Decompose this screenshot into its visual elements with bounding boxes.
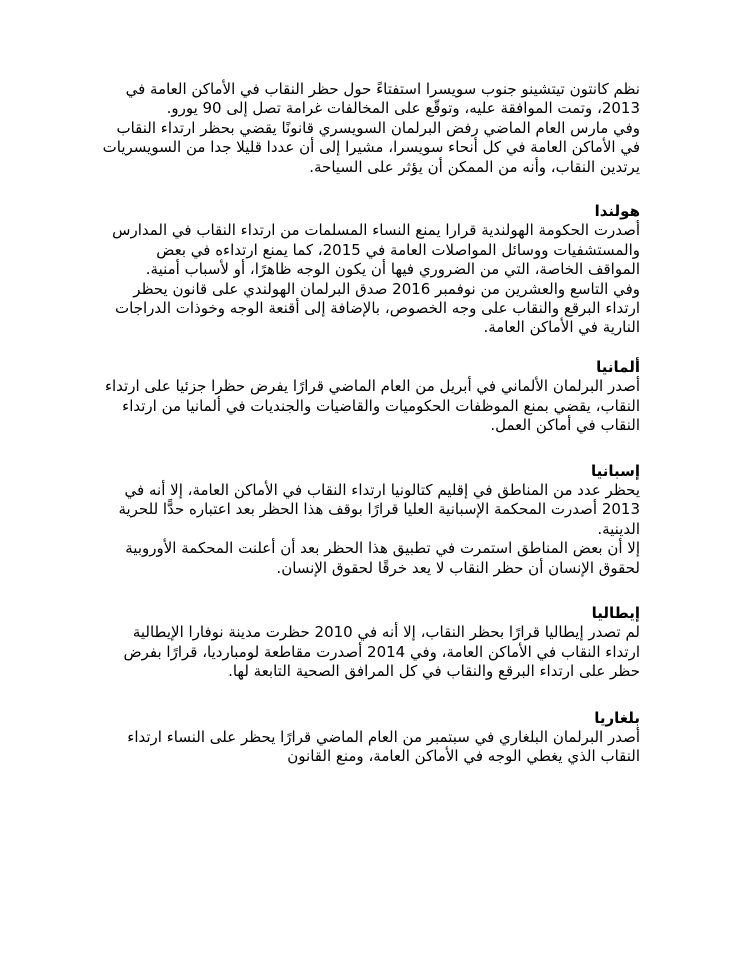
section-germany <box>100 358 640 436</box>
article-body <box>100 80 640 767</box>
paragraph: يحظر عدد من المناطق في إقليم كتالونيا ارتداء النقاب في الأماكن العامة، إلا أنه في 2013 أصدرت المحكمة الإسبانية العليا قرارًا بوقف هذا الحظر بعد اعتباره حدًّا للحرية الدينية. <box>118 480 640 538</box>
section-heading: إيطاليا <box>591 603 640 622</box>
paragraph: أصدر البرلمان الألماني في أبريل من العام الماضي قرارًا يفرض حظرا جزئيا على ارتداء النقاب، يقضي بمنع الموظفات الحكوميات والقاضيات والجنديات في ألمانيا من ارتداء النقاب في أماكن العمل. <box>104 377 640 435</box>
paragraph: أصدرت الحكومة الهولندية قرارا يمنع النساء المسلمات من ارتداء النقاب في المدارس والمستشفيات ووسائل المواصلات العامة في 2015، كما يمنع ارتداءه في بعض المواقف الخاصة، التي من الضروري فيها أن يكون الوجه ظاهرًا، أو لأسباب أمنية. <box>112 221 640 279</box>
paragraph: نظم كانتون تيتشينو جنوب سويسرا استفتاءً حول حظر النقاب في الأماكن العامة في 2013، وتمت الموافقة عليه، وتوقّع على المخالفات غرامة تصل إلى 90 يورو. <box>125 80 640 118</box>
section-italy <box>100 604 640 682</box>
paragraph: إلا أن بعض المناطق استمرت في تطبيق هذا الحظر بعد أن أعلنت المحكمة الأوروبية لحقوق الإنسان أن حظر النقاب لا يعد خرقًا لحقوق الإنسان. <box>125 539 640 577</box>
section-netherlands <box>100 202 640 338</box>
section-heading: هولندا <box>594 202 640 221</box>
section-bulgaria <box>100 709 640 767</box>
section-spain <box>100 462 640 578</box>
paragraph: وفي التاسع والعشرين من نوفمبر 2016 صدق البرلمان الهولندي على قانون يحظر ارتداء البرقع والنقاب على وجه الخصوص، بالإضافة إلى أقنعة الوجه وخوذات الدراجات النارية في الأماكن العامة. <box>115 279 640 337</box>
paragraph: وفي مارس العام الماضي رفض البرلمان السويسري قانونًا يقضي بحظر ارتداء النقاب في الأماكن العامة في كل أنحاء سويسرا، مشيرا إلى أن عددا قليلا جدا من السويسريات يرتدين النقاب، وأنه من الممكن أن يؤثر على السياحة. <box>102 118 640 176</box>
paragraph: لم تصدر إيطاليا قرارًا بحظر النقاب، إلا أنه في 2010 حظرت مدينة نوفارا الإيطالية ارتداء النقاب في الأماكن العامة، وفي 2014 أصدرت مقاطعة لومباردیا، قرارًا بفرض حظر على ارتداء البرقع والنقاب في كل المرافق الصحية التابعة لها. <box>123 623 640 681</box>
paragraph: أصدر البرلمان البلغاري في سبتمبر من العام الماضي قرارًا يحظر على النساء ارتداء النقاب الذي يغطي الوجه في الأماكن العامة، ومنع القانون <box>127 727 640 766</box>
section-switzerland <box>100 80 640 177</box>
section-heading: ألمانيا <box>596 357 640 376</box>
section-heading: بلغاريا <box>594 708 640 727</box>
section-heading: إسبانيا <box>590 461 640 480</box>
